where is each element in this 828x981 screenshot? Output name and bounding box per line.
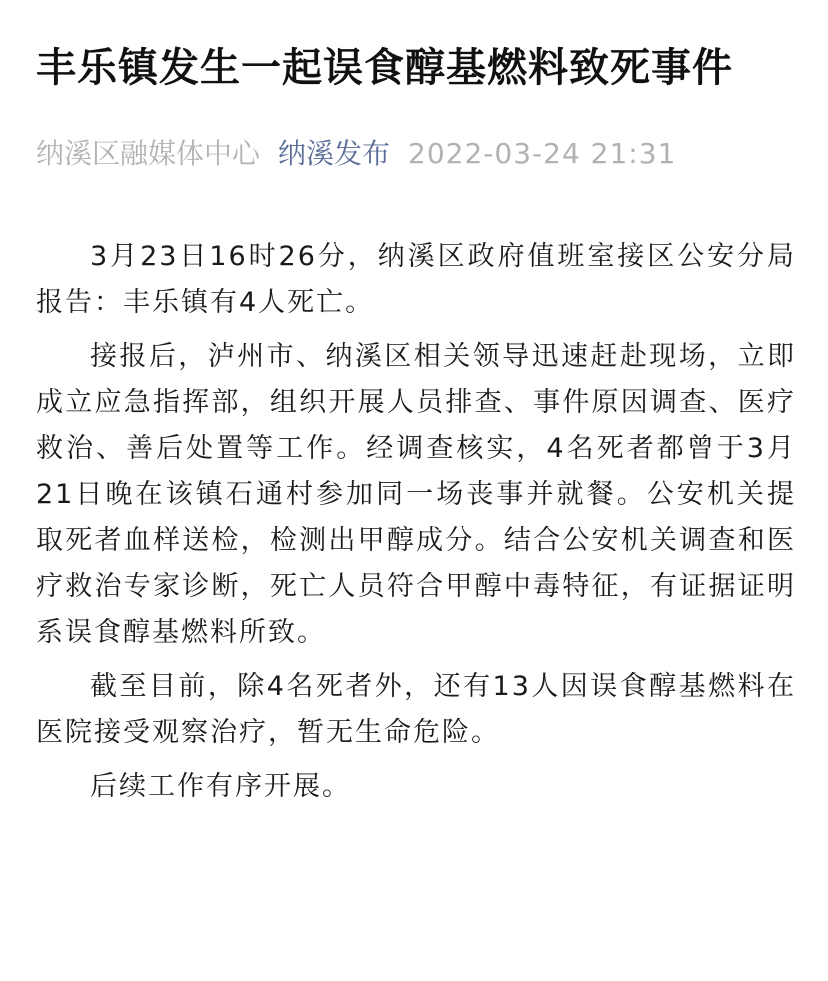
paragraph-1: 3月23日16时26分，纳溪区政府值班室接区公安分局报告：丰乐镇有4人死亡。 [36, 241, 796, 318]
publish-date: 2022-03-24 21:31 [408, 137, 677, 170]
paragraph-3: 截至目前，除4名死者外，还有13人因误食醇基燃料在医院接受观察治疗，暂无生命危险。 [36, 671, 796, 748]
article-body [36, 234, 796, 810]
account-link[interactable]: 纳溪发布 [278, 137, 391, 170]
article-title: 丰乐镇发生一起误食醇基燃料致死事件 [36, 45, 733, 91]
paragraph-2: 接报后，泸州市、纳溪区相关领导迅速赶赴现场，立即成立应急指挥部，组织开展人员排查、事件原因调查、医疗救治、善后处置等工作。经调查核实，4名死者都曾于3月21日晚在该镇石通村参加同一场丧事并就餐。公安机关提取死者血样送检，检测出甲醇成分。结合公安机关调查和医疗救治专家诊断，死亡人员符合甲醇中毒特征，有证据证明系误食醇基燃料所致。 [36, 341, 796, 648]
article-meta [36, 134, 796, 174]
source-label: 纳溪区融媒体中心 [36, 137, 261, 170]
paragraph-4: 后续工作有序开展。 [90, 771, 351, 802]
